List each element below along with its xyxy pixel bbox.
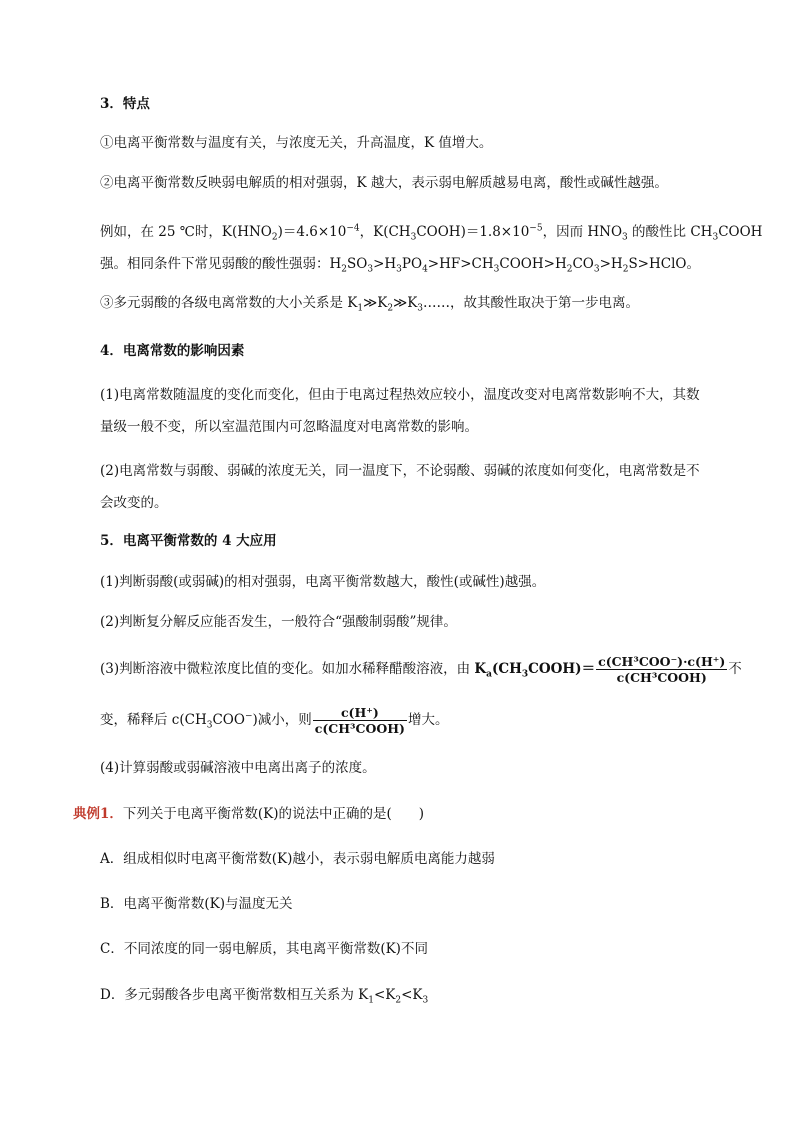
section-3-title: 3．特点: [100, 96, 150, 112]
s4-point-2-line-1: (2)电离常数与弱酸、弱碱的浓度无关，同一温度下，不论弱酸、弱碱的浓度如何变化，电离常数是不: [100, 463, 700, 479]
option-a: A．组成相似时电离平衡常数(K)越小，表示弱电解质电离能力越弱: [100, 851, 495, 867]
s4-point-2-line-2: 会改变的。: [100, 495, 168, 511]
s5-point-4: (4)计算弱酸或弱碱溶液中电离出离子的浓度。: [100, 760, 376, 776]
s4-point-1-line-1: (1)电离常数随温度的变化而变化，但由于电离过程热效应较小，温度改变对电离常数影响不大，其数: [100, 387, 700, 403]
section-4-title: 4．电离常数的影响因素: [100, 343, 245, 359]
s5-point-1: (1)判断弱酸(或弱碱)的相对强弱，电离平衡常数越大，酸性(或碱性)越强。: [100, 574, 546, 590]
example-label: 典例1．: [73, 806, 123, 822]
ratio-fraction: $\frac{c(H^+)}{\text{c(CH³COOH)}}$: [314, 705, 405, 736]
option-d: D．多元弱酸各步电离平衡常数相互关系为 $K_1<K_2<K_3$: [100, 987, 429, 1006]
s3-point-1: ①电离平衡常数与温度有关，与浓度无关，升高温度，K 值增大。: [100, 135, 493, 151]
option-b: B．电离平衡常数(K)与温度无关: [100, 896, 293, 912]
s5-point-3-line-1: (3)判断溶液中微粒浓度比值的变化。如加水稀释醋酸溶液，由 $K_a(CH_3COOH)=$ $\frac{\text{c(CH³COO⁻)·c(H⁺)}}{\text{c(CH³COOH)}}$ 不: [100, 654, 742, 685]
option-c: C．不同浓度的同一弱电解质，其电离平衡常数(K)不同: [100, 941, 428, 957]
ka-fraction: $\frac{\text{c(CH³COO⁻)·c(H⁺)}}{\text{c(CH³COOH)}}$: [598, 654, 726, 685]
s5-point-2: (2)判断复分解反应能否发生，一般符合“强酸制弱酸”规律。: [100, 614, 457, 630]
s5-point-3-line-2: 变，稀释后 $c(CH_3COO^-)$减小，则 $\frac{c(H^+)}{\text{c(CH³COOH)}}$ 增大。: [100, 705, 449, 736]
section-5-title: 5．电离平衡常数的 4 大应用: [100, 533, 277, 549]
s3-point-2: ②电离平衡常数反映弱电解质的相对强弱，K 越大，表示弱电解质越易电离，酸性或碱性越强。: [100, 175, 668, 191]
s4-point-1-line-2: 量级一般不变，所以室温范围内可忽略温度对电离常数的影响。: [100, 419, 478, 435]
s3-point-3: ③多元弱酸的各级电离常数的大小关系是 $K_1≫K_2≫K_3\dots\dots$，故其酸性取决于第一步电离。: [100, 295, 640, 314]
example-question: 典例1．下列关于电离平衡常数(K)的说法中正确的是( ): [73, 806, 425, 822]
s3-example-line-1: 例如，在 25 ℃时，$K(HNO_2)=4.6\times 10^{-4}$，$K(CH_3COOH)=1.8\times 10^{-5}$，因而 $HNO_3$ 的酸性比 $CH_3COOH$: [100, 223, 763, 243]
s3-example-line-2: 强。相同条件下常见弱酸的酸性强弱：$H_2SO_3>H_3PO_4>HF>CH_3COOH>H_2CO_3>H_2S>HClO$。: [100, 256, 700, 275]
